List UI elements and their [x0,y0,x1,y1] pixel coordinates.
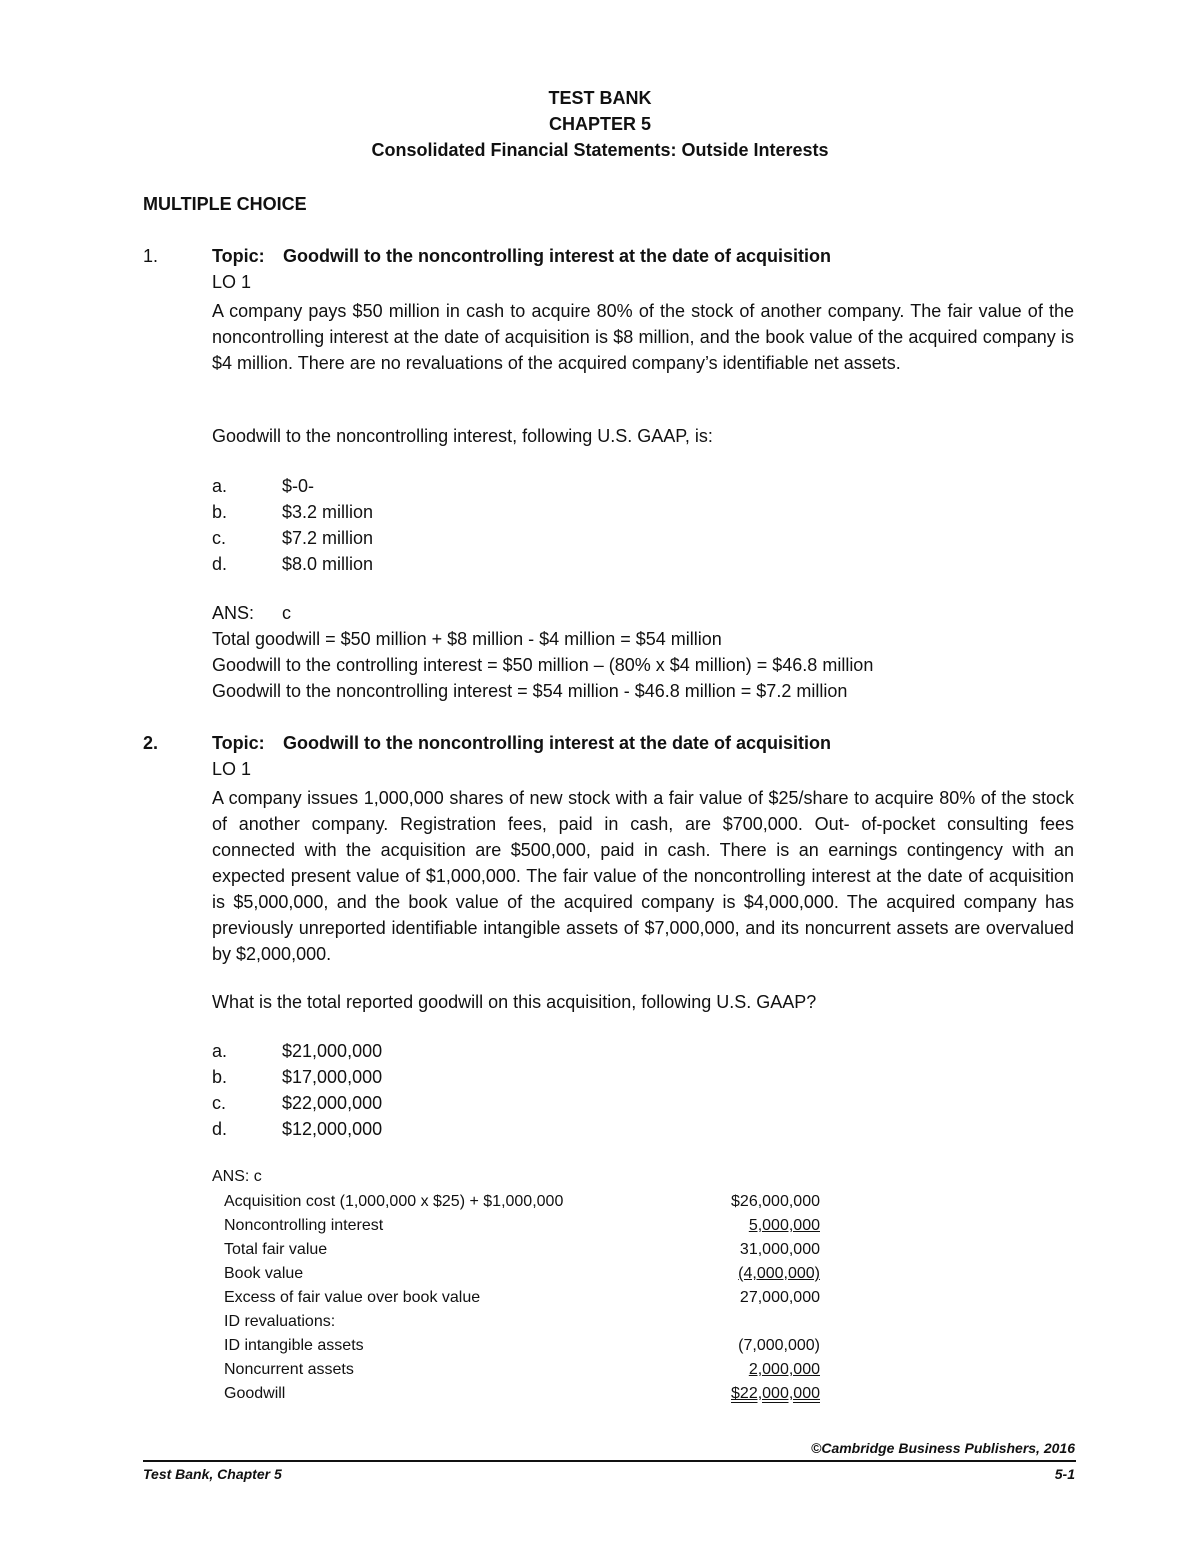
q2-option-a-letter: a. [212,1041,228,1061]
q1-option-d-text: $8.0 million [282,554,374,574]
calc-value-book-value: (4,000,000) [738,1265,820,1282]
q1-topic: Goodwill to the noncontrolling interest at the date of acquisition [283,246,831,266]
calc-label-total-fair-value: Total fair value [224,1241,328,1258]
q2-option-d-letter: d. [212,1119,228,1139]
calc-value-acquisition-cost: $26,000,000 [731,1193,820,1210]
calc-label-nci: Noncontrolling interest [224,1217,384,1234]
q1-explanation-3: Goodwill to the noncontrolling interest = $54 million - $46.8 million = $7.2 million [212,681,848,701]
q1-option-c-letter: c. [212,528,227,548]
calc-label-excess: Excess of fair value over book value [224,1289,481,1306]
footer-copyright: ©Cambridge Business Publishers, 2016 [811,1440,1075,1456]
footer-rule [143,1460,1076,1462]
q1-explanation-2: Goodwill to the controlling interest = $50 million – (80% x $4 million) = $46.8 million [212,655,874,675]
q1-ans-label: ANS: [212,603,255,623]
q1-number: 1. [143,246,159,266]
footer-left: Test Bank, Chapter 5 [143,1466,282,1482]
calc-label-noncurrent-assets: Noncurrent assets [224,1361,354,1378]
q1-option-d-letter: d. [212,554,228,574]
q1-question: Goodwill to the noncontrolling interest, following U.S. GAAP, is: [212,426,713,446]
chapter-subtitle: Consolidated Financial Statements: Outside Interests [371,140,829,160]
q1-body: A company pays $50 million in cash to acquire 80% of the stock of another company. The fair value of the noncontrolling interest at the date of acquisition is $8 million, and the book value of the acquired company is $4 million. There are no revaluations of the acquired company’s identifiable net assets. [212,301,1074,373]
q1-option-c-text: $7.2 million [282,528,374,548]
chapter-title: CHAPTER 5 [548,114,651,134]
section-title: MULTIPLE CHOICE [143,194,307,214]
calc-value-excess: 27,000,000 [739,1289,820,1306]
q2-body: A company issues 1,000,000 shares of new stock with a fair value of $25/share to acquire 80% of the stock of another company. Registration fees, paid in cash, are $700,000. Out- of-pocket consulting fees connected with the acquisition are $500,000, paid in cash. There is an earnings contingency with an expected present value of $1,000,000. The fair value of the noncontrolling interest at the date of acquisition is $5,000,000, and the book value of the acquired company is $4,000,000. The acquired company has previously unreported identifiable intangible assets of $7,000,000, and its noncurrent assets are overvalued by $2,000,000. [212,788,1074,964]
q2-option-b-letter: b. [212,1067,228,1087]
q2-option-c-text: $22,000,000 [282,1093,383,1113]
q1-option-b-letter: b. [212,502,228,522]
q2-number: 2. [143,733,159,753]
calc-label-goodwill: Goodwill [224,1385,286,1402]
q2-option-c-letter: c. [212,1093,227,1113]
calc-value-total-fair-value: 31,000,000 [739,1241,820,1258]
q1-option-a-letter: a. [212,476,228,496]
calc-label-id-revaluations: ID revaluations: [224,1313,336,1330]
calc-label-acquisition-cost: Acquisition cost (1,000,000 x $25) + $1,000,000 [224,1193,564,1210]
q1-explanation-1: Total goodwill = $50 million + $8 million - $4 million = $54 million [212,629,722,649]
q1-topic-label: Topic: [212,246,265,266]
calc-label-id-intangibles: ID intangible assets [224,1337,364,1354]
calc-value-id-intangibles: (7,000,000) [738,1337,820,1354]
q2-lo: LO 1 [212,759,252,779]
q2-option-b-text: $17,000,000 [282,1067,383,1087]
doc-title: TEST BANK [548,88,652,108]
q2-option-a-text: $21,000,000 [282,1041,383,1061]
q1-lo: LO 1 [212,272,252,292]
footer-page-number: 5-1 [1054,1466,1075,1482]
q2-option-d-text: $12,000,000 [282,1119,383,1139]
q1-option-b-text: $3.2 million [282,502,374,522]
q1-option-a-text: $-0- [282,476,315,496]
q2-topic: Goodwill to the noncontrolling interest at the date of acquisition [283,733,831,753]
calc-label-book-value: Book value [224,1265,304,1282]
q1-ans-value: c [282,603,291,623]
q2-question: What is the total reported goodwill on this acquisition, following U.S. GAAP? [212,992,817,1012]
calc-value-goodwill: $22,000,000 [731,1385,820,1402]
q2-topic-label: Topic: [212,733,265,753]
q2-ans: ANS: c [212,1168,262,1185]
calc-value-noncurrent-assets: 2,000,000 [748,1361,820,1378]
calc-value-nci: 5,000,000 [748,1217,820,1234]
